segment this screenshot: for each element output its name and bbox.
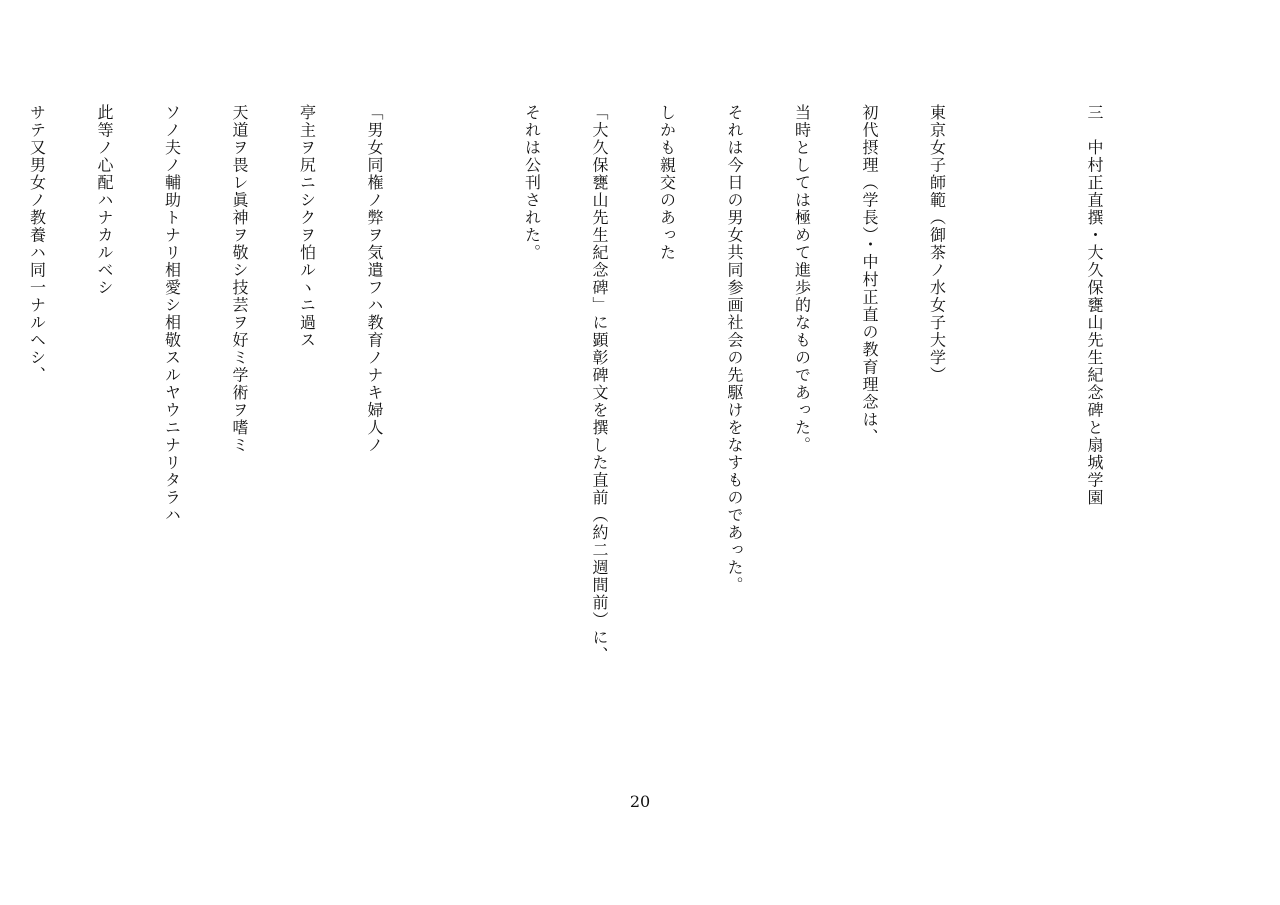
quote-line: ソノ夫ノ輔助トナリ相愛シ相敬スルヤウニナリタラハ — [162, 104, 182, 524]
quote-line: 「男女同権ノ弊ヲ気遣フハ教育ノナキ婦人ノ — [365, 104, 384, 454]
quote-line: 天道ヲ畏レ眞神ヲ敬シ技芸ヲ好ミ学術ヲ嗜ミ — [230, 104, 249, 454]
quote-line: 亭主ヲ尻ニシクヲ怕ルヽニ過ス — [297, 104, 317, 349]
intro-line: しかも親交のあった — [657, 104, 677, 262]
intro-line: 東京女子師範（御茶ノ水女子大学） — [927, 104, 947, 384]
spacer — [453, 104, 476, 764]
section-heading: 三 中村正直撰・大久保甕山先生紀念碑と扇城学園 — [1085, 104, 1104, 507]
intro-line: 「大久保甕山先生紀念碑」に顕彰碑文を撰した直前（約二週間前）に、 — [590, 104, 609, 664]
intro-line: 初代摂理（学長）・中村正直の教育理念は、 — [860, 104, 879, 446]
intro-line: それは今日の男女共同参画社会の先駆けをなすものであった。 — [725, 104, 744, 594]
page-number: 20 — [629, 792, 651, 811]
intro-line: それは公刊された。 — [522, 104, 542, 262]
quote-line: 此等ノ心配ハナカルベシ — [95, 104, 114, 297]
quote-line: サテ又男女ノ教養ハ同一ナルヘシ、 — [27, 104, 47, 384]
vertical-text-body — [27, 104, 1150, 764]
intro-line: 当時としては極めて進歩的なものであった。 — [792, 104, 812, 454]
spacer — [1015, 104, 1038, 764]
